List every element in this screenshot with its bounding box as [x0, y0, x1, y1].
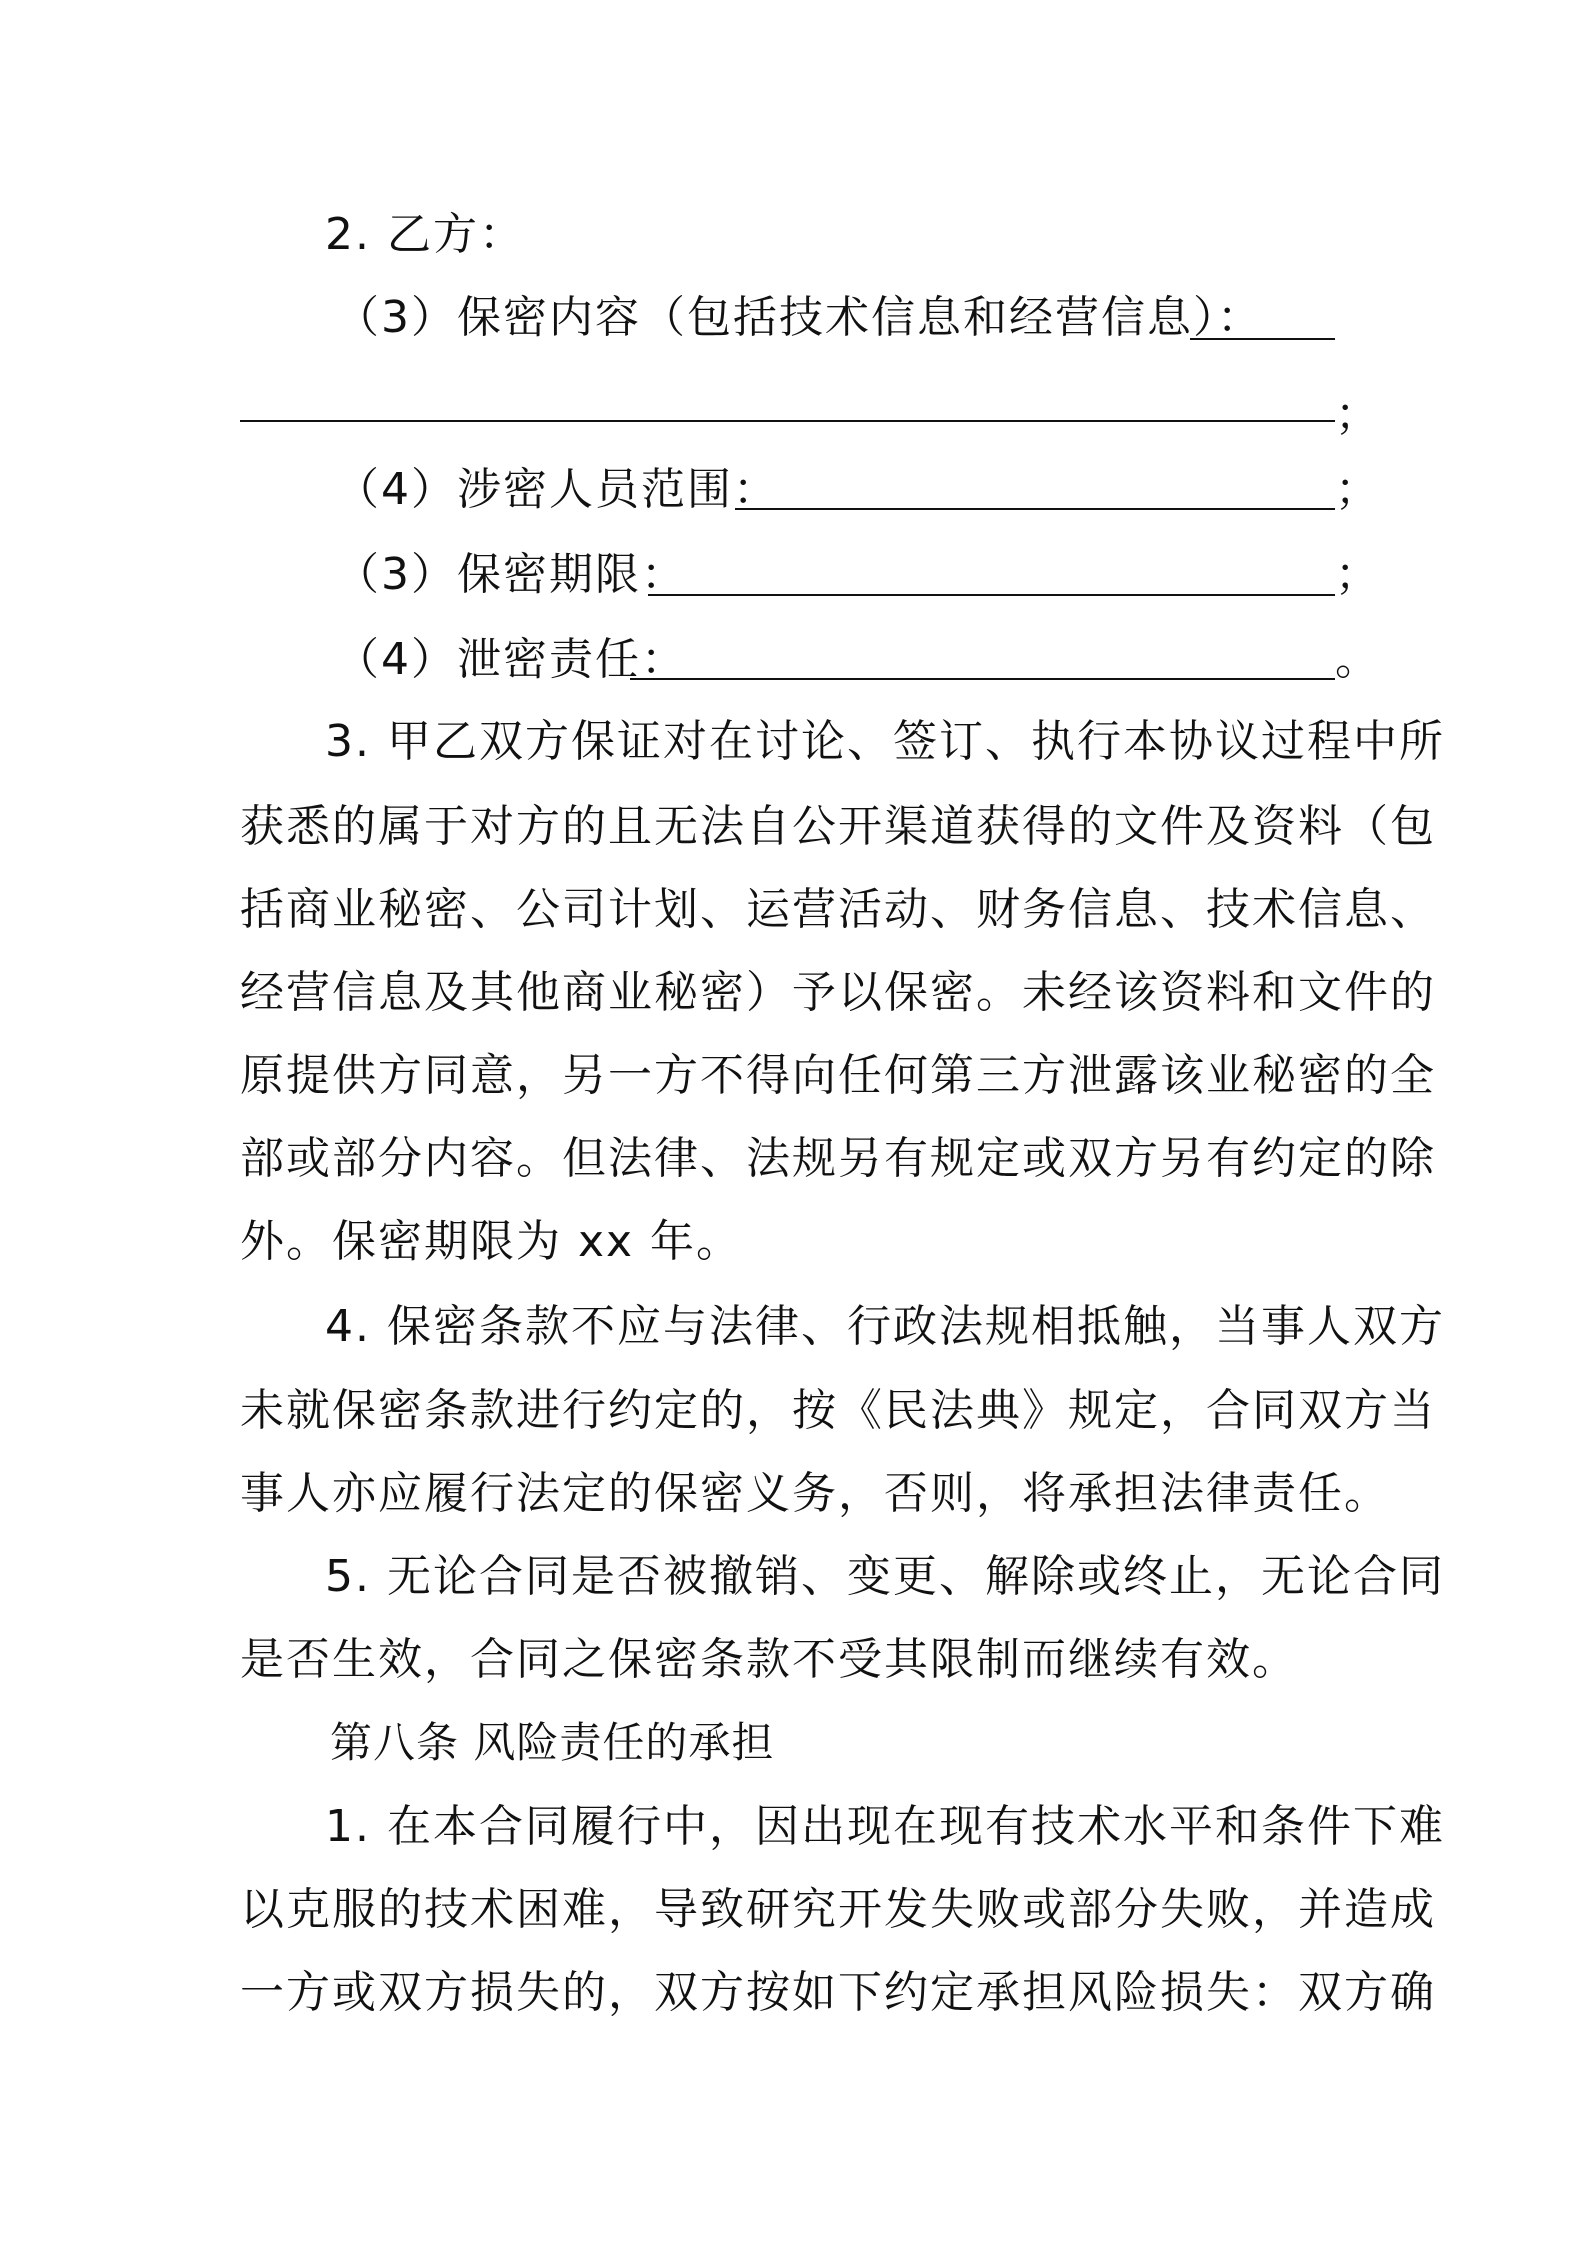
item-3-line-7: 外。保密期限为 xx 年。 [240, 1216, 743, 1267]
item-3-line-1: 3. 甲乙双方保证对在讨论、签订、执行本协议过程中所 [325, 716, 1445, 767]
item-3-line-5: 原提供方同意，另一方不得向任何第三方泄露该业秘密的全 [240, 1050, 1436, 1101]
item-4-line-2: 未就保密条款进行约定的，按《民法典》规定，合同双方当 [240, 1385, 1436, 1436]
semicolon: ； [1335, 389, 1379, 440]
confidential-period-blank[interactable] [648, 594, 1335, 596]
clause-confidential-period-label: （3）保密期限： [335, 549, 687, 600]
item-3-line-4: 经营信息及其他商业秘密）予以保密。未经该资料和文件的 [240, 967, 1436, 1018]
personnel-scope-blank[interactable] [735, 508, 1335, 510]
article-8-item-1-line-2: 以克服的技术困难，导致研究开发失败或部分失败，并造成 [240, 1884, 1436, 1935]
confidential-content-blank-2[interactable] [240, 420, 1335, 422]
clause-confidential-content-label: （3）保密内容（包括技术信息和经营信息）： [335, 292, 1263, 343]
article-8-heading: 第八条 风险责任的承担 [330, 1718, 775, 1767]
semicolon: ； [1335, 549, 1379, 600]
item-2-party-b: 2. 乙方： [325, 209, 525, 260]
leak-liability-blank[interactable] [630, 678, 1335, 680]
item-5-line-1: 5. 无论合同是否被撤销、变更、解除或终止，无论合同 [325, 1551, 1445, 1602]
item-4-line-3: 事人亦应履行法定的保密义务，否则，将承担法律责任。 [240, 1468, 1390, 1519]
article-8-item-1-line-1: 1. 在本合同履行中，因出现在现有技术水平和条件下难 [325, 1801, 1445, 1852]
clause-leak-liability-label: （4）泄密责任： [335, 634, 687, 685]
item-4-line-1: 4. 保密条款不应与法律、行政法规相抵触，当事人双方 [325, 1301, 1445, 1352]
item-5-line-2: 是否生效，合同之保密条款不受其限制而继续有效。 [240, 1634, 1298, 1685]
article-8-item-1-line-3: 一方或双方损失的，双方按如下约定承担风险损失：双方确 [240, 1967, 1436, 2018]
item-3-line-3: 括商业秘密、公司计划、运营活动、财务信息、技术信息、 [240, 884, 1436, 935]
semicolon: ； [1335, 464, 1379, 515]
confidential-content-blank-1[interactable] [1190, 338, 1335, 340]
period-mark: 。 [1335, 634, 1379, 685]
item-3-line-2: 获悉的属于对方的且无法自公开渠道获得的文件及资料（包 [240, 801, 1436, 852]
clause-personnel-scope-label: （4）涉密人员范围： [335, 464, 779, 515]
item-3-line-6: 部或部分内容。但法律、法规另有规定或双方另有约定的除 [240, 1133, 1436, 1184]
